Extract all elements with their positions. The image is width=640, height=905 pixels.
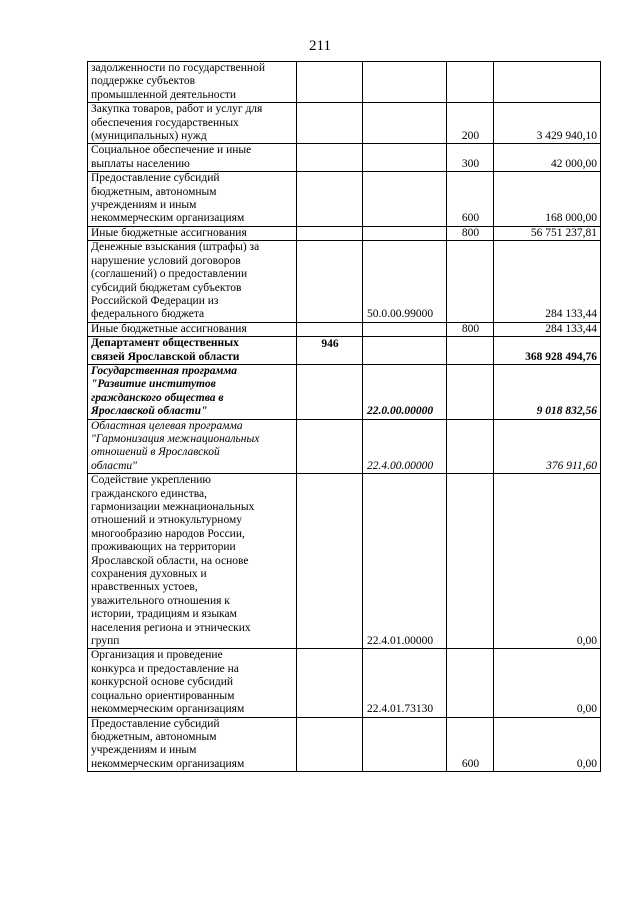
row-name-line: отношений и этнокультурному: [91, 514, 243, 527]
row-name-line: сохранения духовных и: [91, 568, 207, 581]
target-article-cell: 50.0.00.99000: [363, 241, 447, 322]
amount-cell: 0,00: [494, 474, 601, 649]
row-name-line: гармонизации межнациональных: [91, 501, 255, 513]
row-name-line: Ярославской области, на основе: [91, 554, 249, 567]
target-article-cell: 22.0.00.00000: [363, 364, 447, 419]
amount-cell: 0,00: [494, 717, 601, 772]
expense-type-cell: 800: [447, 226, 494, 240]
row-name-line: учреждениям и иным: [91, 744, 197, 757]
row-name-line: Предоставление субсидий: [91, 172, 220, 185]
expense-type-cell: 800: [447, 322, 494, 336]
row-name-cell: [88, 322, 297, 336]
row-name-cell: [88, 474, 297, 649]
expense-type-cell: [447, 241, 494, 322]
row-name-line: "Гармонизация межнациональных: [91, 432, 260, 445]
row-name-line: конкурса и предоставление на: [91, 662, 239, 675]
row-name-line: Предоставление субсидий: [91, 717, 220, 730]
page-number: 211: [309, 38, 331, 54]
target-article-cell: 22.4.01.00000: [363, 474, 447, 649]
department-code-cell: [297, 62, 363, 103]
row-name-cell: [88, 103, 297, 144]
row-name-line: области": [91, 459, 137, 472]
row-name-line: связей Ярославской области: [91, 350, 240, 363]
row-name-line: гражданского общества в: [91, 391, 224, 404]
table-row: [88, 103, 601, 144]
amount-cell: 56 751 237,81: [494, 226, 601, 240]
table-row: [88, 62, 601, 103]
department-code-cell: [297, 172, 363, 227]
row-name-line: гражданского единства,: [91, 487, 208, 500]
department-code-cell: [297, 717, 363, 772]
department-code-cell: [297, 103, 363, 144]
target-article-cell: [363, 717, 447, 772]
row-name-line: отношений в Ярославской: [91, 446, 220, 459]
row-name-line: федерального бюджета: [91, 308, 205, 321]
row-name-line: выплаты населению: [91, 157, 190, 170]
row-name-line: Иные бюджетные ассигнования: [91, 226, 247, 239]
row-name-line: (соглашений) о предоставлении: [91, 268, 248, 281]
table-row: [88, 172, 601, 227]
row-name-line: Государственная программа: [91, 364, 238, 377]
department-code-cell: [297, 226, 363, 240]
row-name-cell: [88, 649, 297, 717]
row-name-line: некоммерческим организациям: [91, 757, 245, 770]
row-name-cell: [88, 62, 297, 103]
expense-type-cell: 300: [447, 144, 494, 172]
table-row: [88, 474, 601, 649]
target-article-cell: [363, 337, 447, 365]
expense-type-cell: [447, 62, 494, 103]
table-row: [88, 337, 601, 365]
expense-type-cell: [447, 474, 494, 649]
expense-type-cell: 200: [447, 103, 494, 144]
row-name-line: конкурсной основе субсидий: [91, 676, 234, 689]
table-row: [88, 241, 601, 322]
expense-type-cell: [447, 649, 494, 717]
row-name-line: Российской Федерации из: [91, 294, 219, 307]
expense-type-cell: [447, 419, 494, 474]
row-name-cell: [88, 226, 297, 240]
row-name-cell: [88, 717, 297, 772]
budget-table: [87, 61, 601, 772]
row-name-line: (муниципальных) нужд: [91, 130, 207, 143]
target-article-cell: [363, 322, 447, 336]
row-name-line: социально ориентированным: [91, 689, 235, 702]
row-name-line: задолженности по государственной: [91, 62, 265, 74]
row-name-line: истории, традициям и языкам: [91, 608, 237, 621]
row-name-line: многообразию народов России,: [91, 527, 245, 540]
target-article-cell: 22.4.01.73130: [363, 649, 447, 717]
amount-cell: [494, 62, 601, 103]
row-name-line: "Развитие институтов: [91, 378, 216, 391]
row-name-cell: [88, 144, 297, 172]
row-name-line: уважительного отношения к: [91, 594, 230, 607]
row-name-line: учреждениям и иным: [91, 199, 197, 212]
row-name-line: некоммерческим организациям: [91, 703, 245, 716]
row-name-cell: [88, 241, 297, 322]
row-name-line: бюджетным, автономным: [91, 185, 217, 198]
amount-cell: 368 928 494,76: [494, 337, 601, 365]
target-article-cell: [363, 172, 447, 227]
row-name-line: групп: [91, 635, 120, 648]
target-article-cell: [363, 144, 447, 172]
row-name-cell: [88, 364, 297, 419]
row-name-line: субсидий бюджетам субъектов: [91, 281, 242, 294]
row-name-line: Ярославской области": [91, 405, 208, 418]
table-row: [88, 364, 601, 419]
amount-cell: 284 133,44: [494, 241, 601, 322]
row-name-line: Департамент общественных: [91, 337, 239, 350]
row-name-line: обеспечения государственных: [91, 116, 239, 129]
row-name-line: Закупка товаров, работ и услуг для: [91, 103, 263, 116]
department-code-cell: [297, 364, 363, 419]
amount-cell: 0,00: [494, 649, 601, 717]
row-name-line: бюджетным, автономным: [91, 730, 217, 743]
table-row: [88, 226, 601, 240]
row-name-line: населения региона и этнических: [91, 621, 251, 634]
budget-table-body: [88, 62, 601, 772]
department-code-cell: 946: [297, 337, 363, 365]
department-code-cell: [297, 649, 363, 717]
table-row: [88, 649, 601, 717]
department-code-cell: [297, 241, 363, 322]
row-name-cell: [88, 337, 297, 365]
target-article-cell: 22.4.00.00000: [363, 419, 447, 474]
table-row: [88, 322, 601, 336]
row-name-line: Социальное обеспечение и иные: [91, 144, 252, 157]
row-name-line: Организация и проведение: [91, 649, 223, 662]
department-code-cell: [297, 322, 363, 336]
row-name-line: некоммерческим организациям: [91, 212, 245, 225]
amount-cell: 42 000,00: [494, 144, 601, 172]
row-name-line: нарушение условий договоров: [91, 254, 241, 267]
department-code-cell: [297, 144, 363, 172]
amount-cell: 9 018 832,56: [494, 364, 601, 419]
amount-cell: 3 429 940,10: [494, 103, 601, 144]
row-name-cell: [88, 172, 297, 227]
row-name-line: нравственных устоев,: [91, 581, 198, 594]
target-article-cell: [363, 226, 447, 240]
row-name-cell: [88, 419, 297, 474]
amount-cell: 376 911,60: [494, 419, 601, 474]
row-name-line: Денежные взыскания (штрафы) за: [91, 241, 260, 254]
amount-cell: 168 000,00: [494, 172, 601, 227]
table-row: [88, 144, 601, 172]
expense-type-cell: [447, 364, 494, 419]
department-code-cell: [297, 419, 363, 474]
row-name-line: поддержке субъектов: [91, 75, 196, 88]
amount-cell: 284 133,44: [494, 322, 601, 336]
table-row: [88, 419, 601, 474]
row-name-line: Областная целевая программа: [91, 419, 243, 432]
expense-type-cell: 600: [447, 717, 494, 772]
row-name-line: промышленной деятельности: [91, 88, 237, 101]
expense-type-cell: 600: [447, 172, 494, 227]
row-name-line: Содействие укреплению: [91, 474, 211, 487]
department-code-cell: [297, 474, 363, 649]
target-article-cell: [363, 62, 447, 103]
row-name-line: Иные бюджетные ассигнования: [91, 322, 247, 335]
target-article-cell: [363, 103, 447, 144]
table-row: [88, 717, 601, 772]
expense-type-cell: [447, 337, 494, 365]
row-name-line: проживающих на территории: [91, 541, 236, 554]
